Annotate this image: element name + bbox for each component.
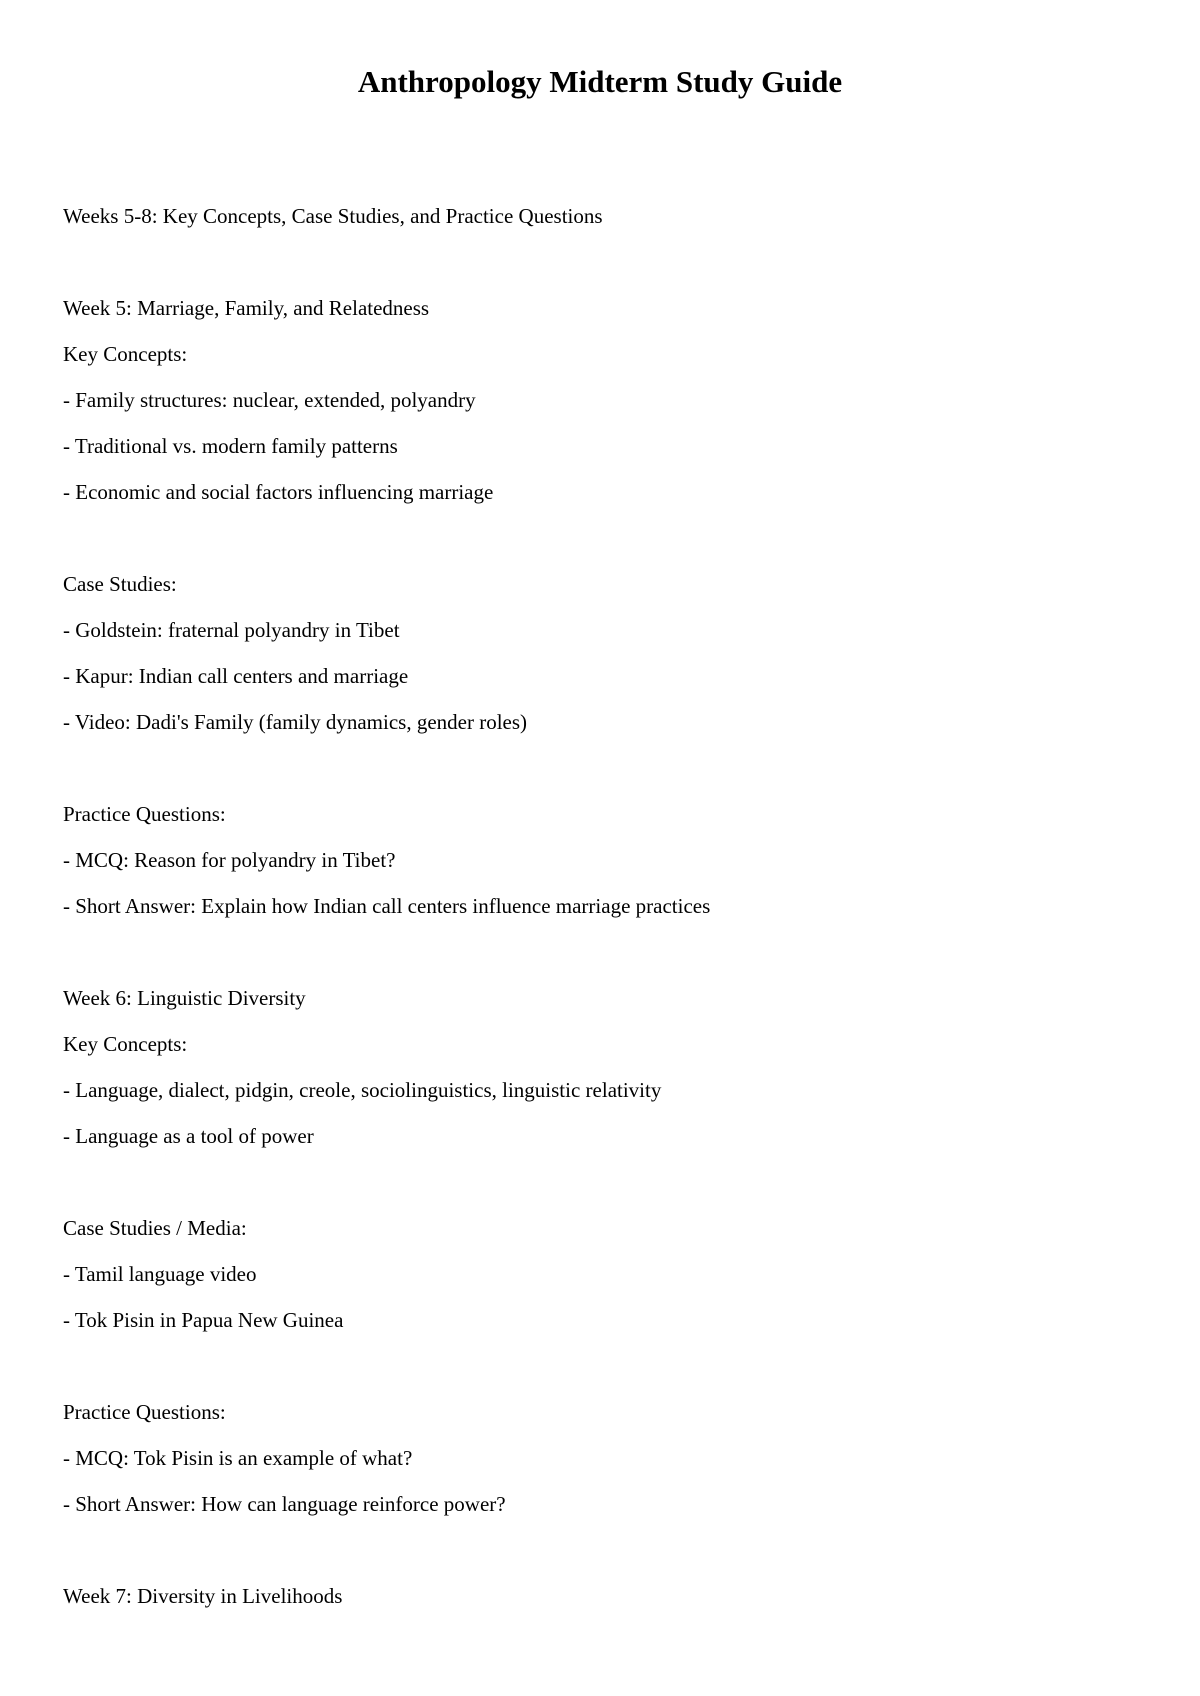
week-7-heading: Week 7: Diversity in Livelihoods — [63, 1584, 343, 1608]
week-7-section — [63, 1573, 1143, 1619]
spacer — [63, 1343, 1143, 1389]
week-6-key-concept-item: - Language, dialect, pidgin, creole, sociolinguistics, linguistic relativity — [63, 1078, 662, 1102]
week-6-case-study-item: - Tamil language video — [63, 1262, 257, 1286]
spacer — [63, 1527, 1143, 1573]
spacer — [63, 1159, 1143, 1205]
week-6-key-concepts-label: Key Concepts: — [63, 1032, 188, 1056]
week-6-case-study-item: - Tok Pisin in Papua New Guinea — [63, 1308, 344, 1332]
week-5-practice-label: Practice Questions: — [63, 802, 226, 826]
week-5-practice-item: - Short Answer: Explain how Indian call centers influence marriage practices — [63, 894, 711, 918]
week-6-key-concept-item: - Language as a tool of power — [63, 1124, 314, 1148]
week-5-case-study-item: - Video: Dadi's Family (family dynamics, gender roles) — [63, 710, 528, 734]
spacer — [63, 515, 1143, 561]
week-6-heading: Week 6: Linguistic Diversity — [63, 986, 306, 1010]
spacer — [63, 745, 1143, 791]
week-5-key-concept-item: - Traditional vs. modern family patterns — [63, 434, 398, 458]
spacer — [63, 929, 1143, 975]
week-5-key-concept-item: - Economic and social factors influencing marriage — [63, 480, 494, 504]
week-6-case-studies-label: Case Studies / Media: — [63, 1216, 247, 1240]
week-5-practice-item: - MCQ: Reason for polyandry in Tibet? — [63, 848, 396, 872]
week-5-section — [63, 285, 1143, 975]
document-body — [63, 193, 1143, 1619]
week-5-case-study-item: - Goldstein: fraternal polyandry in Tibet — [63, 618, 400, 642]
spacer — [63, 239, 1143, 285]
document-title: Anthropology Midterm Study Guide — [357, 64, 843, 99]
week-6-section — [63, 975, 1143, 1573]
week-5-case-study-item: - Kapur: Indian call centers and marriage — [63, 664, 409, 688]
week-5-key-concept-item: - Family structures: nuclear, extended, polyandry — [63, 388, 476, 412]
week-6-practice-item: - MCQ: Tok Pisin is an example of what? — [63, 1446, 413, 1470]
week-5-case-studies-label: Case Studies: — [63, 572, 177, 596]
week-6-practice-item: - Short Answer: How can language reinforce power? — [63, 1492, 506, 1516]
week-5-key-concepts-label: Key Concepts: — [63, 342, 188, 366]
document-subtitle: Weeks 5-8: Key Concepts, Case Studies, and Practice Questions — [63, 204, 603, 228]
week-6-practice-label: Practice Questions: — [63, 1400, 226, 1424]
week-5-heading: Week 5: Marriage, Family, and Relatedness — [63, 296, 430, 320]
